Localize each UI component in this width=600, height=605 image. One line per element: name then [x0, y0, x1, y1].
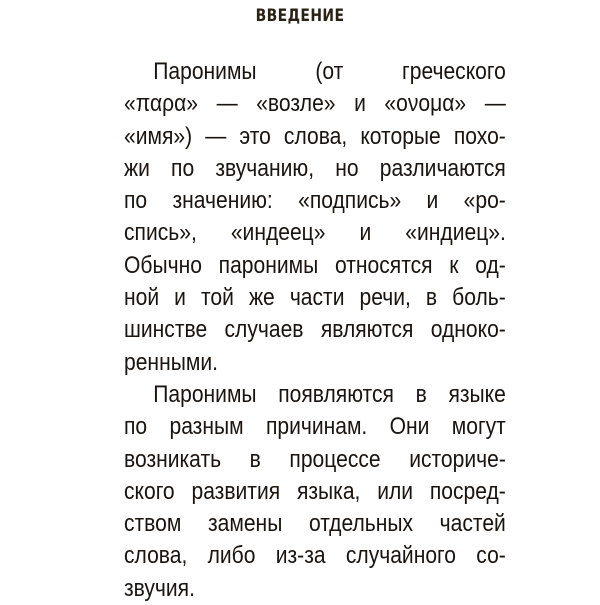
body-text — [124, 56, 506, 605]
paragraph-line: ной и той же части речи, в боль- — [124, 284, 506, 312]
paragraph-line: Паронимы появляются в языке — [153, 380, 506, 408]
paragraph-line: Обычно паронимы относятся к од- — [124, 251, 506, 279]
paragraph-line: Паронимы (от греческого — [153, 58, 506, 85]
paragraph-line: ством замены отдельных частей — [124, 510, 506, 538]
paragraph-line: по значению: «подпись» и «ро- — [124, 187, 506, 215]
paragraph-line: возникать в процессе историче- — [124, 445, 506, 473]
paragraph-line: шинстве случаев являются однoко- — [124, 316, 506, 344]
paragraph-line: спись», «индеец» и «индиец». — [124, 219, 506, 247]
paragraph-line: по разным причинам. Они могут — [124, 413, 506, 441]
paragraph-line: слова, либо из-за случайного со- — [124, 542, 506, 570]
paragraph-line: «παρα» — «возле» и «ονομα» — — [124, 90, 506, 118]
chapter-heading: ВВЕДЕНИЕ — [255, 6, 345, 26]
paragraph-line: ренными. — [124, 348, 218, 376]
paragraph-line: ского развития языка, или посред- — [124, 477, 506, 505]
paragraph-line: жи по звучанию, но различаются — [124, 154, 506, 182]
paragraph-line: «имя») — это слова, которые похо- — [124, 122, 506, 150]
paragraph-line: звучия. — [124, 574, 195, 602]
